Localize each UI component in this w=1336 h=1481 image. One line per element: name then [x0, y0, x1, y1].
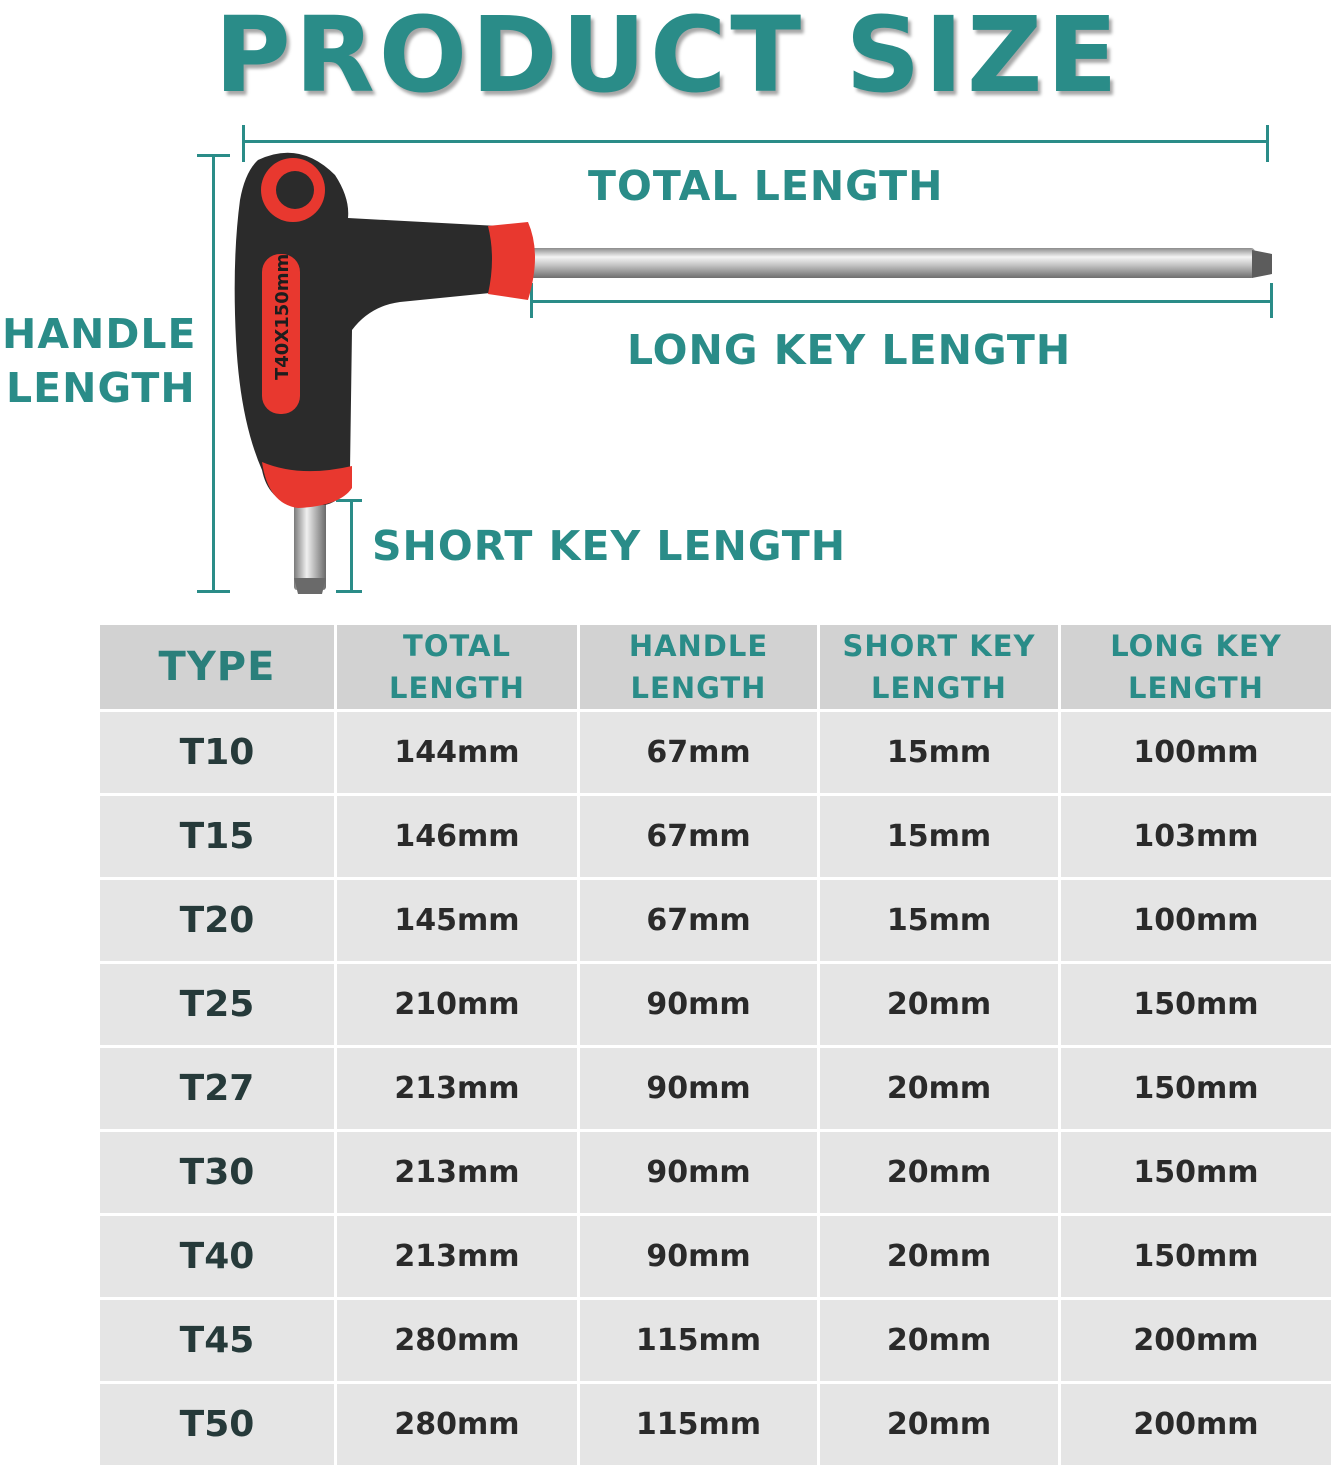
- total-length-cell: 144mm: [337, 712, 577, 793]
- header-long-key-length-line1: LONG KEY: [1110, 629, 1282, 663]
- handle-length-cell: 90mm: [580, 1048, 817, 1129]
- short-key-length-cell: 20mm: [820, 964, 1058, 1045]
- type-cell: T50: [100, 1384, 334, 1465]
- long-key-length-cell: 150mm: [1061, 1132, 1331, 1213]
- total-length-cell: 213mm: [337, 1132, 577, 1213]
- handle-length-cell: 67mm: [580, 712, 817, 793]
- header-total-length-line2: LENGTH: [389, 671, 525, 705]
- short-key-length-cell: 20mm: [820, 1132, 1058, 1213]
- table-row: [100, 796, 1331, 877]
- short-key-length-cell: 20mm: [820, 1048, 1058, 1129]
- handle-length-cell: 115mm: [580, 1384, 817, 1465]
- header-short-key-length: [820, 625, 1058, 709]
- total-length-cell: 280mm: [337, 1384, 577, 1465]
- handle-length-cell: 67mm: [580, 796, 817, 877]
- long-key-length-cell: 150mm: [1061, 1216, 1331, 1297]
- type-cell: T27: [100, 1048, 334, 1129]
- handle-length-cell: 90mm: [580, 964, 817, 1045]
- table-row: [100, 1048, 1331, 1129]
- header-long-key-length-line2: LENGTH: [1128, 671, 1264, 705]
- short-key-length-cell: 20mm: [820, 1384, 1058, 1465]
- header-total-length: [337, 625, 577, 709]
- total-length-cell: 210mm: [337, 964, 577, 1045]
- header-long-key-length: [1061, 625, 1331, 709]
- handle-length-cell: 90mm: [580, 1216, 817, 1297]
- type-cell: T10: [100, 712, 334, 793]
- long-key-length-cell: 200mm: [1061, 1300, 1331, 1381]
- table-row: [100, 880, 1331, 961]
- handle-length-cell: 67mm: [580, 880, 817, 961]
- long-key-length-label: LONG KEY LENGTH: [627, 326, 1072, 374]
- total-length-cell: 213mm: [337, 1216, 577, 1297]
- type-cell: T45: [100, 1300, 334, 1381]
- torx-tip: [1252, 250, 1272, 278]
- table-row: [100, 1384, 1331, 1465]
- total-length-cell: 146mm: [337, 796, 577, 877]
- long-key-length-cell: 103mm: [1061, 796, 1331, 877]
- long-key-length-cell: 150mm: [1061, 964, 1331, 1045]
- table-row: [100, 712, 1331, 793]
- table-row: [100, 1132, 1331, 1213]
- table-row: [100, 964, 1331, 1045]
- handle-length-label-line2: LENGTH: [6, 364, 196, 412]
- header-short-key-length-line1: SHORT KEY: [842, 629, 1036, 663]
- handle-length-cell: 115mm: [580, 1300, 817, 1381]
- handle-marking-text: T40X150mm: [272, 253, 293, 380]
- type-cell: T20: [100, 880, 334, 961]
- header-handle-length: [580, 625, 817, 709]
- type-cell: T15: [100, 796, 334, 877]
- t-handle-torx-wrench-illustration: [0, 0, 1336, 600]
- header-short-key-length-line2: LENGTH: [871, 671, 1007, 705]
- long-key-length-cell: 100mm: [1061, 880, 1331, 961]
- header-total-length-line1: TOTAL: [403, 629, 511, 663]
- total-length-cell: 213mm: [337, 1048, 577, 1129]
- total-length-label: TOTAL LENGTH: [588, 162, 944, 210]
- long-key-length-cell: 150mm: [1061, 1048, 1331, 1129]
- short-key-shaft: [294, 498, 326, 590]
- header-handle-length-line1: HANDLE: [628, 629, 769, 663]
- long-key-length-cell: 200mm: [1061, 1384, 1331, 1465]
- handle-length-label-line1: HANDLE: [2, 310, 197, 358]
- long-key-length-cell: 100mm: [1061, 712, 1331, 793]
- type-cell: T25: [100, 964, 334, 1045]
- header-type: [100, 625, 334, 709]
- short-key-length-cell: 20mm: [820, 1300, 1058, 1381]
- type-cell: T30: [100, 1132, 334, 1213]
- short-key-length-cell: 15mm: [820, 880, 1058, 961]
- short-key-length-cell: 15mm: [820, 796, 1058, 877]
- total-length-cell: 280mm: [337, 1300, 577, 1381]
- total-length-cell: 145mm: [337, 880, 577, 961]
- long-key-shaft: [530, 248, 1255, 278]
- handle-length-cell: 90mm: [580, 1132, 817, 1213]
- header-handle-length-line2: LENGTH: [630, 671, 767, 705]
- header-type-text: TYPE: [158, 644, 276, 690]
- short-key-length-label: SHORT KEY LENGTH: [372, 522, 847, 570]
- handle-collar-red: [488, 222, 535, 300]
- size-specification-table: [97, 622, 1334, 1468]
- table-row: [100, 1300, 1331, 1381]
- short-key-length-cell: 15mm: [820, 712, 1058, 793]
- table-row: [100, 1216, 1331, 1297]
- type-cell: T40: [100, 1216, 334, 1297]
- page-title: PRODUCT SIZE: [214, 0, 1122, 116]
- short-key-length-cell: 20mm: [820, 1216, 1058, 1297]
- table-header-row: [100, 625, 1331, 709]
